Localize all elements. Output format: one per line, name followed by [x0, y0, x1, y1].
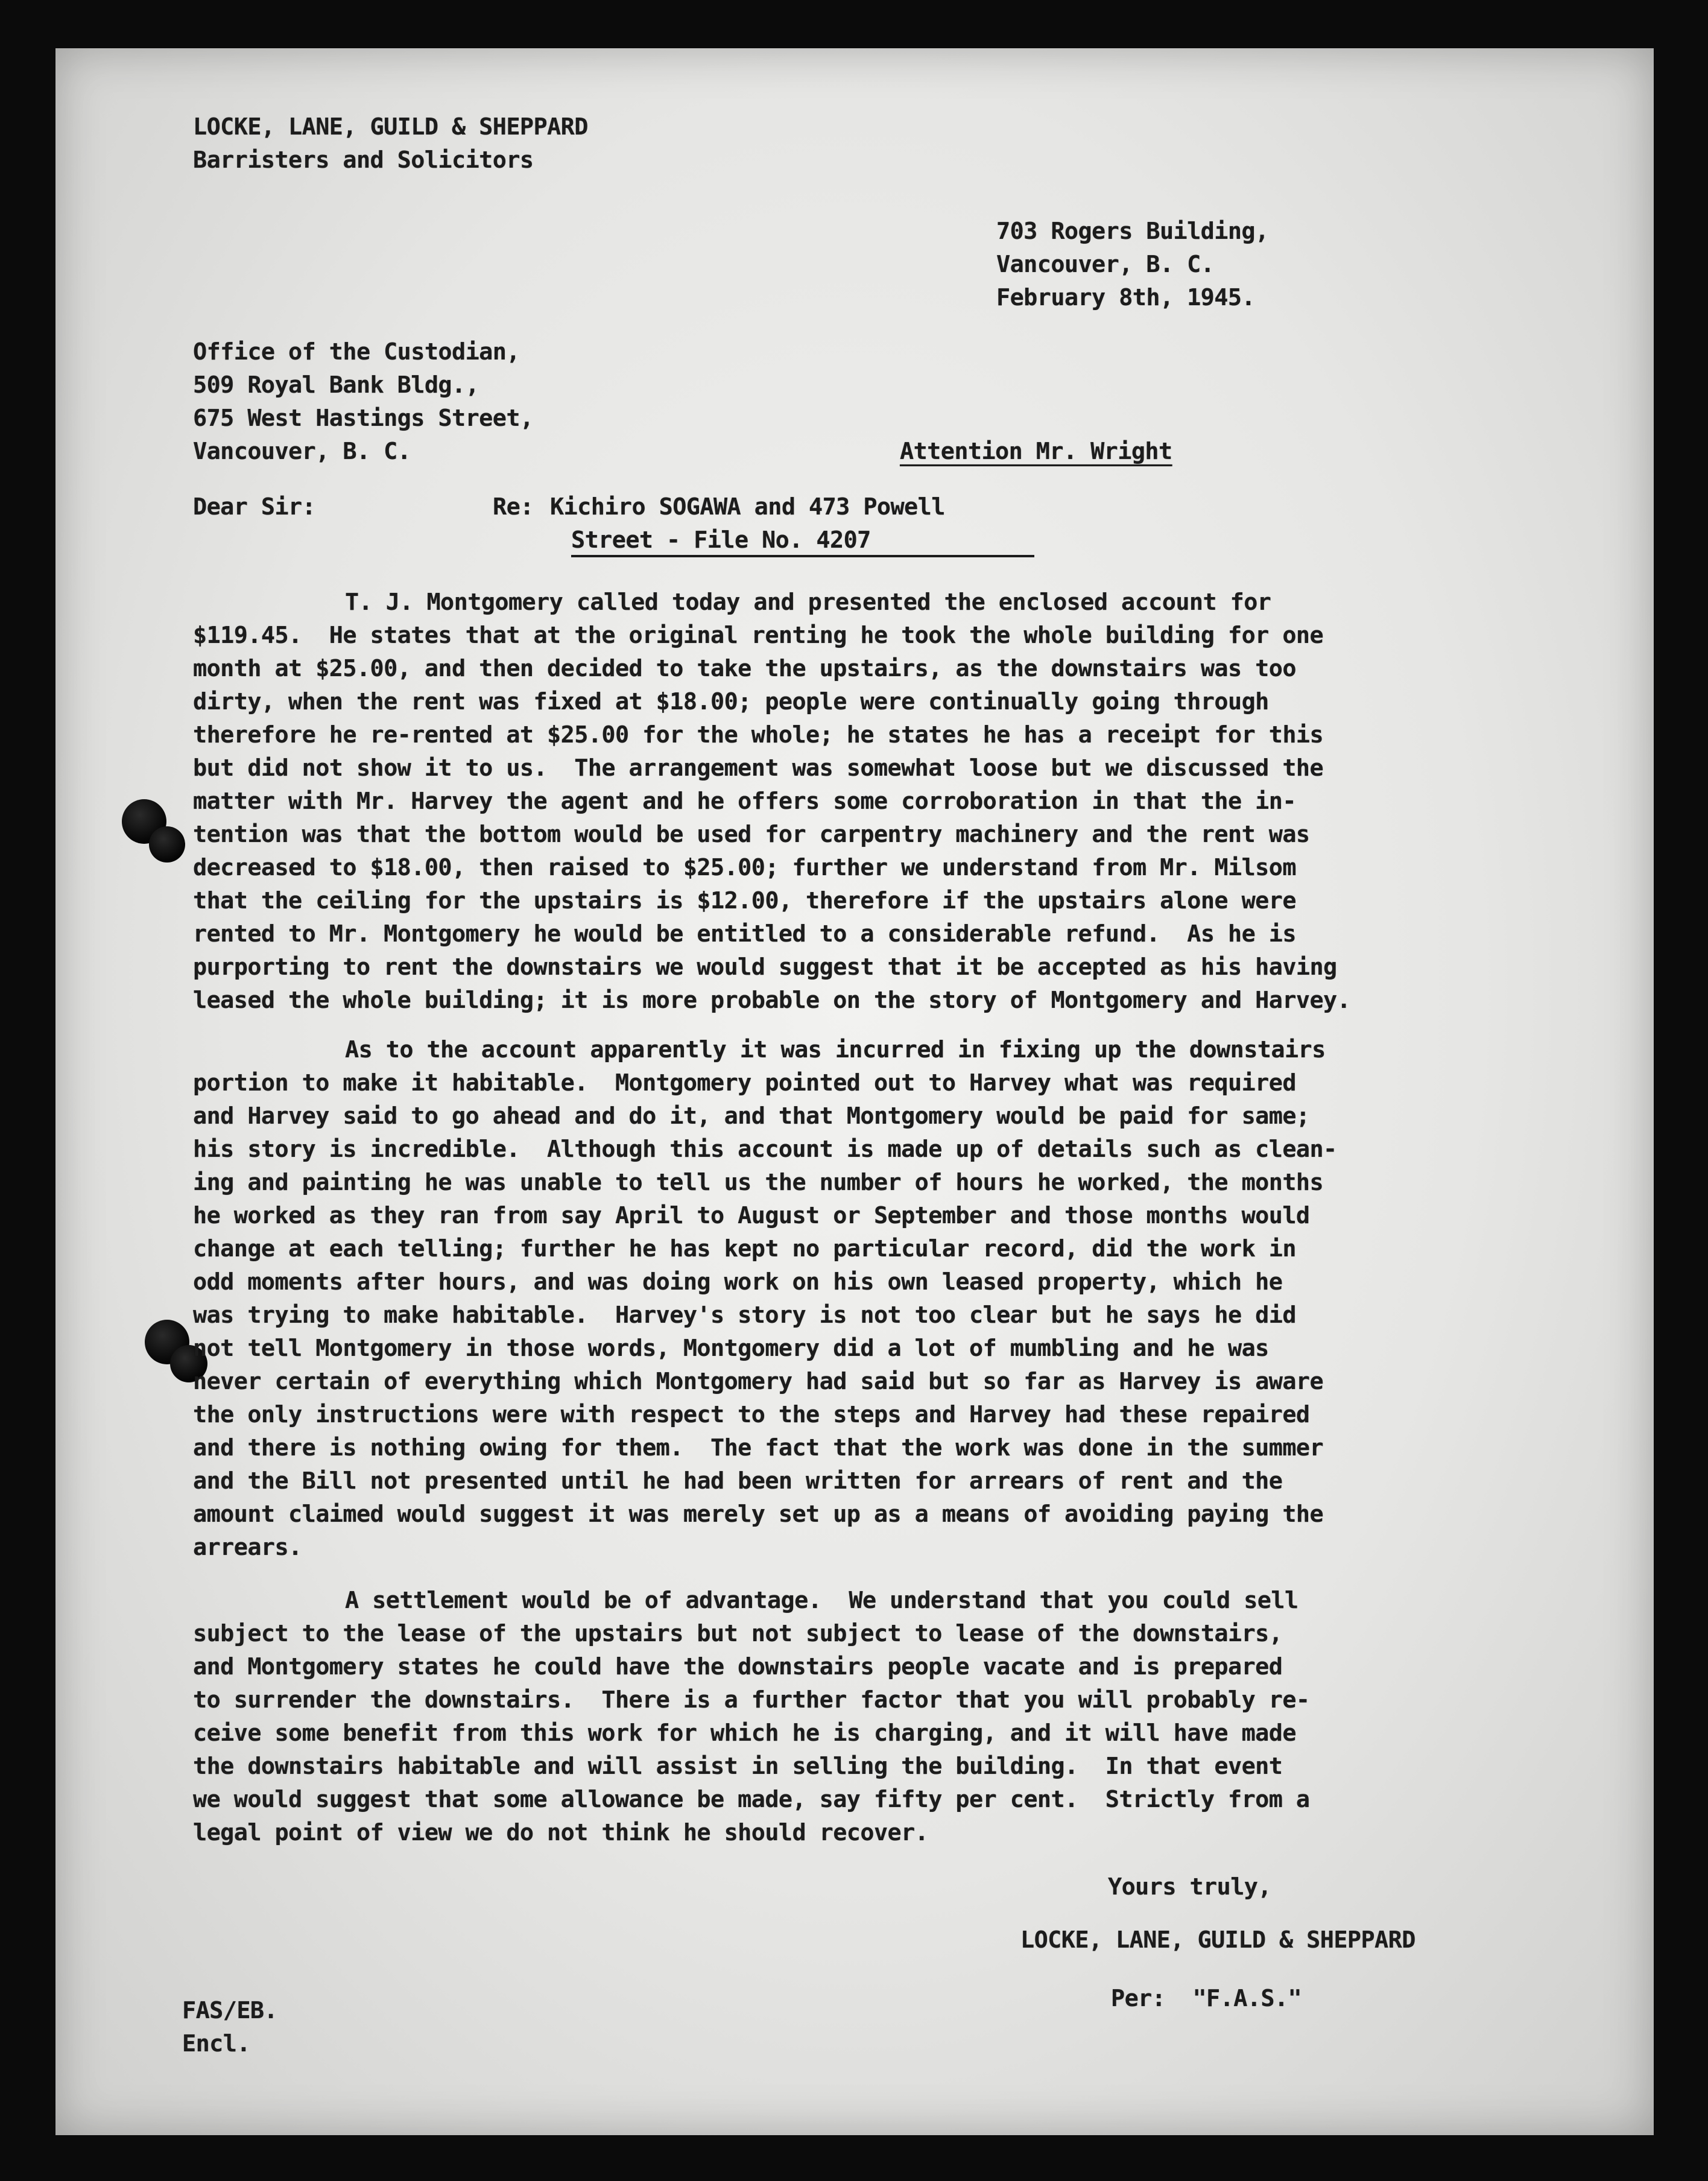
body-line: but did not show it to us. The arrangement was somewhat loose but we discussed the: [193, 755, 1324, 782]
body-line: rented to Mr. Montgomery he would be entitled to a considerable refund. As he is: [193, 920, 1296, 948]
letterhead-firm: LOCKE, LANE, GUILD & SHEPPARD: [193, 113, 588, 141]
signature-per: Per: "F.A.S.": [1111, 1985, 1302, 2012]
body-line: portion to make it habitable. Montgomery pointed out to Harvey what was required: [193, 1069, 1296, 1097]
re-label: Re:: [493, 493, 534, 521]
punch-hole-2: [149, 826, 185, 863]
salutation: Dear Sir:: [193, 493, 316, 521]
body-line: amount claimed would suggest it was merely set up as a means of avoiding paying the: [193, 1501, 1324, 1528]
body-line: $119.45. He states that at the original renting he took the whole building for one: [193, 622, 1324, 649]
body-line: subject to the lease of the upstairs but not subject to lease of the downstairs,: [193, 1620, 1283, 1647]
body-line: dirty, when the rent was fixed at $18.00; people were continually going through: [193, 688, 1269, 715]
body-line: he worked as they ran from say April to August or September and those months would: [193, 1202, 1310, 1229]
body-line: the downstairs habitable and will assist in selling the building. In that event: [193, 1753, 1283, 1780]
re-subject-line-1: Kichiro SOGAWA and 473 Powell: [550, 493, 945, 521]
body-line: the only instructions were with respect to the steps and Harvey had these repaired: [193, 1401, 1310, 1428]
enclosure-note: Encl.: [182, 2030, 250, 2057]
closing-firm: LOCKE, LANE, GUILD & SHEPPARD: [1020, 1926, 1415, 1954]
body-line: arrears.: [193, 1534, 302, 1561]
attention-line: Attention Mr. Wright: [900, 438, 1172, 465]
body-line: leased the whole building; it is more probable on the story of Montgomery and Harvey.: [193, 987, 1351, 1014]
body-line: we would suggest that some allowance be made, say fifty per cent. Strictly from a: [193, 1786, 1310, 1813]
body-line: never certain of everything which Montgomery had said but so far as Harvey is aware: [193, 1368, 1324, 1395]
body-line: decreased to $18.00, then raised to $25.00; further we understand from Mr. Milsom: [193, 854, 1296, 881]
body-line: and Montgomery states he could have the downstairs people vacate and is prepared: [193, 1653, 1283, 1680]
body-line: was trying to make habitable. Harvey's story is not too clear but he says he did: [193, 1302, 1296, 1329]
body-line: that the ceiling for the upstairs is $12.00, therefore if the upstairs alone were: [193, 887, 1296, 914]
body-line: odd moments after hours, and was doing work on his own leased property, which he: [193, 1268, 1283, 1296]
body-line: and Harvey said to go ahead and do it, and that Montgomery would be paid for same;: [193, 1103, 1310, 1130]
body-line: to surrender the downstairs. There is a further factor that you will probably re-: [193, 1686, 1310, 1714]
body-line: ing and painting he was unable to tell us the number of hours he worked, the months: [193, 1169, 1324, 1196]
body-line: ceive some benefit from this work for which he is charging, and it will have made: [193, 1720, 1296, 1747]
body-line: As to the account apparently it was incurred in fixing up the downstairs: [345, 1036, 1326, 1063]
sender-address-line-1: 703 Rogers Building,: [996, 218, 1269, 245]
body-line: matter with Mr. Harvey the agent and he offers some corroboration in that the in-: [193, 788, 1296, 815]
body-line: tention was that the bottom would be used for carpentry machinery and the rent was: [193, 821, 1310, 848]
sender-address-line-2: Vancouver, B. C.: [996, 251, 1215, 278]
letterhead-subtitle: Barristers and Solicitors: [193, 147, 534, 174]
valediction: Yours truly,: [1108, 1873, 1271, 1901]
recipient-line-4: Vancouver, B. C.: [193, 438, 411, 465]
letter-date: February 8th, 1945.: [996, 284, 1256, 311]
letter-page: [55, 48, 1654, 2135]
re-subject-line-2: Street - File No. 4207: [571, 527, 871, 554]
recipient-line-3: 675 West Hastings Street,: [193, 405, 534, 432]
body-line: not tell Montgomery in those words, Montgomery did a lot of mumbling and he was: [193, 1335, 1269, 1362]
typist-initials: FAS/EB.: [182, 1997, 278, 2024]
body-line: legal point of view we do not think he should recover.: [193, 1819, 929, 1846]
body-line: therefore he re-rented at $25.00 for the whole; he states he has a receipt for this: [193, 721, 1324, 749]
body-line: and there is nothing owing for them. The fact that the work was done in the summer: [193, 1434, 1324, 1461]
body-line: month at $25.00, and then decided to take the upstairs, as the downstairs was too: [193, 655, 1296, 682]
recipient-line-2: 509 Royal Bank Bldg.,: [193, 372, 479, 399]
body-line: and the Bill not presented until he had been written for arrears of rent and the: [193, 1467, 1283, 1495]
body-line: change at each telling; further he has kept no particular record, did the work in: [193, 1235, 1296, 1262]
re-underline: [571, 555, 1034, 557]
body-line: purporting to rent the downstairs we would suggest that it be accepted as his having: [193, 954, 1337, 981]
body-line: his story is incredible. Although this account is made up of details such as clean-: [193, 1136, 1337, 1163]
body-line: A settlement would be of advantage. We understand that you could sell: [345, 1587, 1298, 1614]
recipient-line-1: Office of the Custodian,: [193, 338, 520, 366]
body-line: T. J. Montgomery called today and presented the enclosed account for: [345, 589, 1271, 616]
